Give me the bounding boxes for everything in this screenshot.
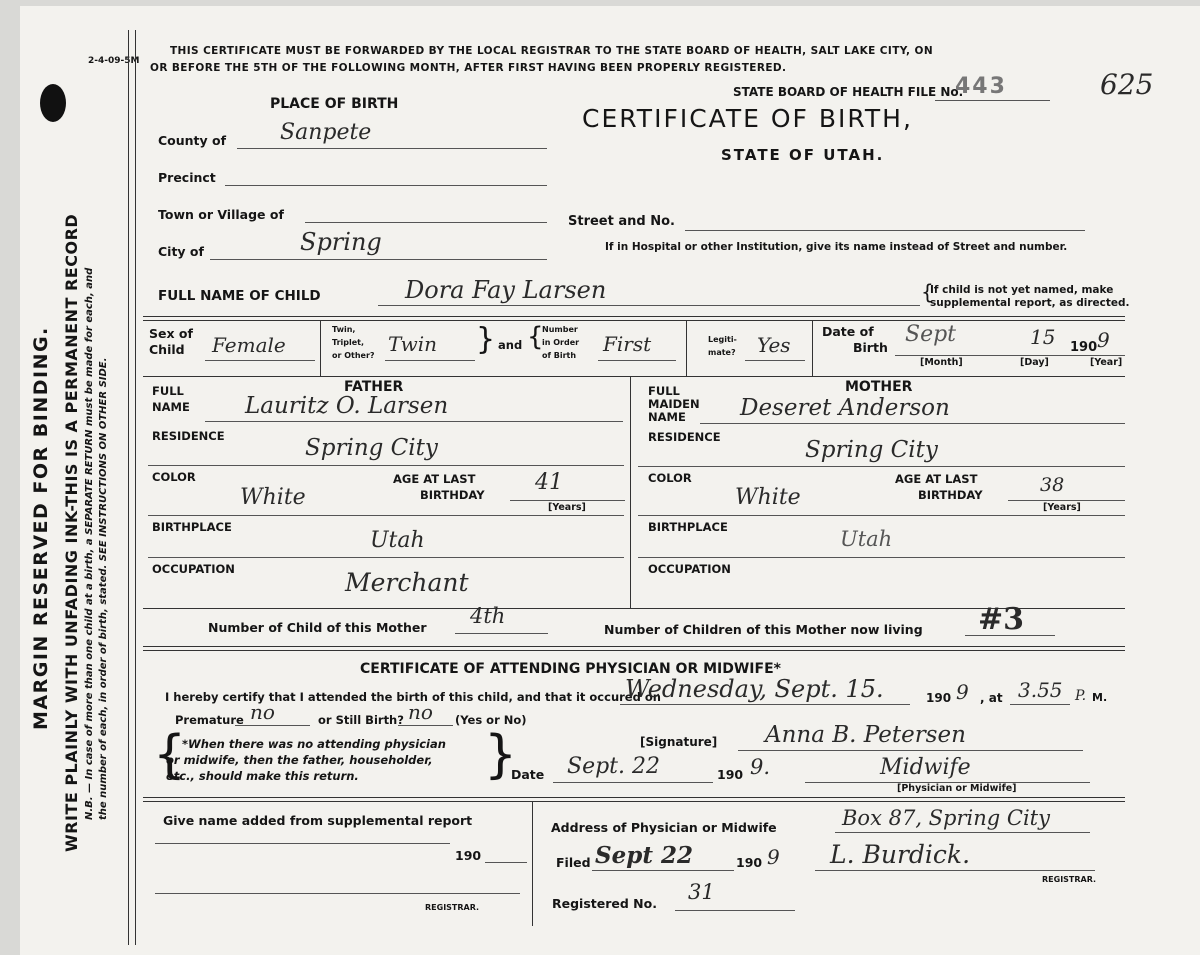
date-year-digit: 9.: [750, 755, 771, 779]
stillbirth-label: or Still Birth?: [318, 713, 404, 727]
father-residence-value: Spring City: [305, 435, 438, 461]
order-value: First: [603, 332, 652, 356]
twin-label-3: or Other?: [332, 351, 375, 360]
city-value: Spring: [300, 228, 382, 256]
and-label: and: [498, 338, 523, 352]
living-label: Number of Children of this Mother now living: [604, 622, 923, 637]
twin-value: Twin: [388, 332, 438, 356]
legit-label-2: mate?: [708, 348, 736, 357]
attendant-note-1: *When there was no attending physician: [182, 737, 446, 751]
role-caption: [Physician or Midwife]: [897, 783, 1017, 794]
nb-note-2: the number of each, in order of birth, stated. SEE INSTRUCTIONS ON OTHER SIDE.: [98, 357, 109, 820]
sex-label-1: Sex of: [149, 326, 193, 341]
certify-text: I hereby certify that I attended the birth of this child, and that it occured on: [165, 690, 661, 704]
mother-birthplace-value: Utah: [840, 527, 893, 551]
registered-no: 31: [688, 880, 715, 904]
dob-day: 15: [1030, 325, 1056, 349]
yes-no-caption: (Yes or No): [455, 713, 527, 727]
father-full-label: FULL: [152, 384, 184, 398]
father-occupation-value: Merchant: [345, 568, 469, 597]
father-age-value: 41: [535, 470, 563, 495]
father-name-label: NAME: [152, 400, 190, 414]
file-no: 443: [955, 74, 1007, 99]
mother-occupation-label: OCCUPATION: [648, 562, 731, 576]
year-caption: [Year]: [1090, 357, 1123, 368]
meridiem-end: M.: [1092, 691, 1108, 704]
town-label: Town or Village of: [158, 207, 284, 222]
day-caption: [Day]: [1020, 357, 1049, 368]
dob-month: Sept: [905, 322, 957, 347]
hospital-note: If in Hospital or other Institution, give its name instead of Street and number.: [605, 241, 1068, 253]
attendant-note-3: etc., should make this return.: [166, 769, 359, 783]
signature-label: [Signature]: [640, 735, 718, 749]
filed-value: Sept 22: [595, 842, 693, 869]
father-age-label-2: BIRTHDAY: [420, 488, 485, 502]
order-label-2: in Order: [542, 338, 580, 347]
mother-name-value: Deseret Anderson: [740, 395, 950, 421]
registrar-signature: L. Burdick.: [830, 840, 971, 869]
mother-residence-label: RESIDENCE: [648, 430, 721, 444]
registrar-caption-left: REGISTRAR.: [425, 903, 480, 912]
mother-birthplace-label: BIRTHPLACE: [648, 520, 728, 534]
mother-residence-value: Spring City: [805, 437, 938, 463]
legit-value: Yes: [757, 333, 791, 357]
mother-name-label: NAME: [648, 410, 686, 424]
date-label: Date: [511, 767, 545, 782]
city-label: City of: [158, 244, 204, 259]
birth-meridiem: P.: [1075, 688, 1087, 704]
certificate-subtitle: STATE OF UTAH.: [721, 146, 885, 164]
birth-time: 3.55: [1018, 678, 1063, 702]
mother-full-label: FULL: [648, 384, 680, 398]
twin-label-1: Twin,: [332, 325, 356, 334]
father-heading: FATHER: [344, 379, 404, 395]
dob-label-2: Birth: [853, 340, 888, 355]
date-year-prefix: 190: [717, 767, 744, 782]
order-label-1: Number: [542, 325, 578, 334]
father-residence-label: RESIDENCE: [152, 429, 225, 443]
binding-margin-note: MARGIN RESERVED FOR BINDING.: [30, 326, 52, 730]
dob-year-prefix: 190: [1070, 340, 1098, 355]
dob-year-digit: 9: [1097, 328, 1110, 352]
attendant-note-2: or midwife, then the father, householder,: [166, 753, 433, 767]
father-occupation-label: OCCUPATION: [152, 562, 235, 576]
child-number-label: Number of Child of this Mother: [208, 620, 427, 635]
month-caption: [Month]: [920, 357, 963, 368]
father-color-label: COLOR: [152, 470, 196, 484]
certificate-title: CERTIFICATE OF BIRTH,: [582, 104, 913, 133]
sex-value: Female: [212, 333, 286, 357]
premature-value: no: [250, 700, 275, 724]
mother-color-label: COLOR: [648, 471, 692, 485]
margin-rule-2: [135, 30, 136, 945]
father-years-caption: [Years]: [548, 502, 586, 513]
filed-label: Filed: [556, 855, 591, 870]
brace: }: [484, 725, 518, 785]
file-no-label: STATE BOARD OF HEALTH FILE No.: [733, 85, 964, 99]
corner-number: 625: [1100, 68, 1154, 101]
father-color-value: White: [240, 485, 306, 510]
registrar-caption-right: REGISTRAR.: [1042, 875, 1097, 884]
form-code: 2-4-09-5M: [88, 56, 140, 66]
supp-year: 190: [455, 848, 482, 863]
mother-age-value: 38: [1040, 474, 1065, 496]
mother-age-label-1: AGE AT LAST: [895, 472, 978, 486]
legit-label-1: Legiti-: [708, 335, 737, 344]
father-birthplace-label: BIRTHPLACE: [152, 520, 232, 534]
nb-note-1: N.B. — In case of more than one child at a birth, a SEPARATE RETURN must be made for each, and: [84, 267, 95, 820]
stillbirth-value: no: [408, 700, 433, 724]
supplemental-label: Give name added from supplemental report: [163, 813, 473, 828]
precinct-label: Precinct: [158, 170, 216, 185]
binding-hole: [40, 84, 66, 122]
attendant-heading: CERTIFICATE OF ATTENDING PHYSICIAN OR MIDWIFE*: [360, 661, 781, 677]
notice-line-2: OR BEFORE THE 5TH OF THE FOLLOWING MONTH, AFTER FIRST HAVING BEEN PROPERLY REGISTERED.: [150, 62, 787, 74]
attendant-role: Midwife: [880, 755, 971, 780]
date-value: Sept. 22: [567, 754, 660, 779]
street-label: Street and No.: [568, 214, 675, 229]
brace: {: [921, 280, 934, 304]
premature-label: Premature: [175, 713, 244, 727]
sex-label-2: Child: [149, 342, 185, 357]
living-value: #3: [978, 602, 1025, 637]
at-label: , at: [980, 691, 1003, 705]
attendant-year-prefix: 190: [926, 691, 952, 705]
father-birthplace-value: Utah: [370, 528, 425, 553]
mother-heading: MOTHER: [845, 379, 913, 395]
mother-years-caption: [Years]: [1043, 502, 1081, 513]
birth-weekday-date: Wednesday, Sept. 15.: [625, 675, 884, 703]
dob-label-1: Date of: [822, 324, 874, 339]
father-age-label-1: AGE AT LAST: [393, 472, 476, 486]
place-of-birth-heading: PLACE OF BIRTH: [270, 96, 399, 112]
filed-year-digit: 9: [767, 845, 780, 869]
child-name-label: FULL NAME OF CHILD: [158, 288, 321, 304]
margin-rule: [128, 30, 129, 945]
child-number-value: 4th: [470, 604, 506, 628]
address-value: Box 87, Spring City: [842, 806, 1050, 830]
order-label-3: of Birth: [542, 351, 577, 360]
twin-label-2: Triplet,: [332, 338, 365, 347]
mother-color-value: White: [735, 485, 801, 510]
brace: {: [153, 725, 187, 785]
registered-label: Registered No.: [552, 896, 657, 911]
county-value: Sanpete: [280, 120, 372, 145]
notice-line-1: THIS CERTIFICATE MUST BE FORWARDED BY THE LOCAL REGISTRAR TO THE STATE BOARD OF HEALTH, SALT LAKE CITY, ON: [170, 45, 934, 57]
brace: {: [527, 322, 544, 352]
father-name-value: Lauritz O. Larsen: [245, 393, 449, 419]
county-label: County of: [158, 133, 227, 148]
mother-age-label-2: BIRTHDAY: [918, 488, 983, 502]
permanent-record-note: WRITE PLAINLY WITH UNFADING INK-THIS IS A PERMANENT RECORD: [62, 213, 81, 852]
mother-maiden-label: MAIDEN: [648, 397, 700, 411]
not-named-note-2: supplemental report, as directed.: [930, 297, 1130, 309]
filed-year-prefix: 190: [736, 855, 763, 870]
brace: }: [476, 322, 496, 357]
child-name-value: Dora Fay Larsen: [405, 276, 607, 304]
address-label: Address of Physician or Midwife: [551, 820, 777, 835]
not-named-note-1: If child is not yet named, make: [930, 284, 1114, 296]
signature-value: Anna B. Petersen: [765, 722, 966, 748]
attendant-year-digit: 9: [956, 680, 969, 704]
